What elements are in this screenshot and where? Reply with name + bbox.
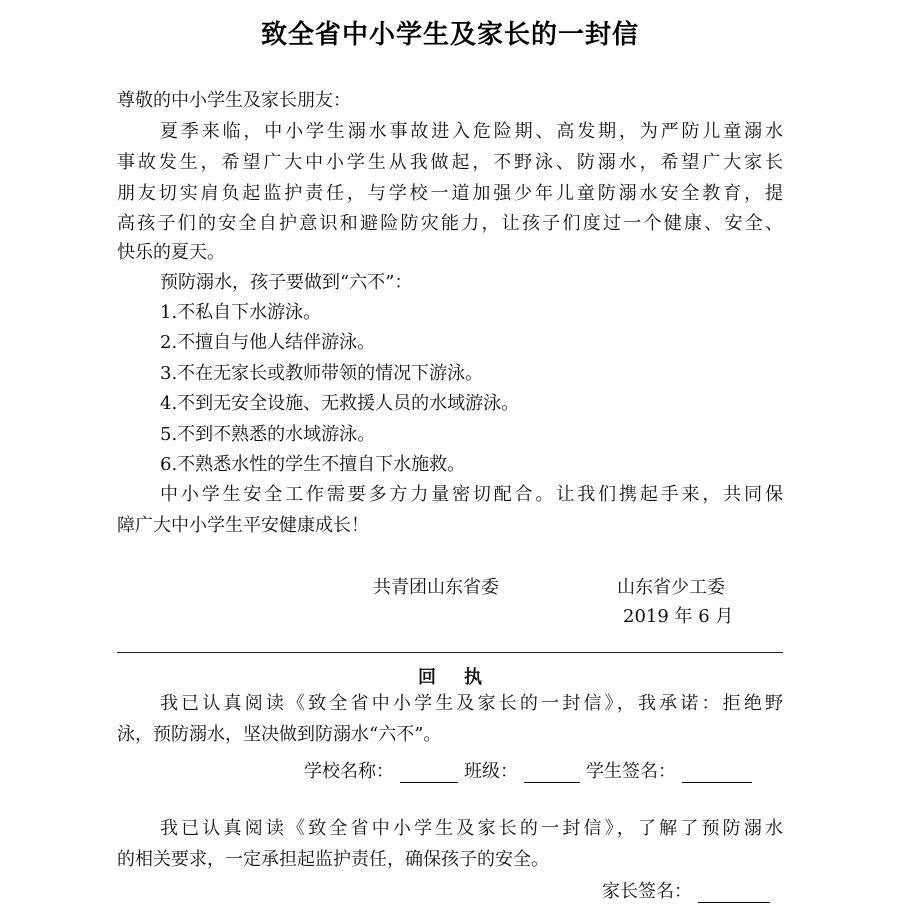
signature-date: 2019 年 6 月 [623,606,734,627]
school-name-label: 学校名称： [304,761,394,782]
rule-item: 4.不到无安全设施、无救援人员的水域游泳。 [160,393,520,414]
paragraph-line: 事故发生，希望广大中小学生从我做起，不野泳、防溺水，希望广大家长 [117,152,783,173]
signature-org-1: 共青团山东省委 [373,577,499,598]
paragraph-line: 朋友切实肩负起监护责任，与学校一道加强少年儿童防溺水安全教育，提 [117,183,783,204]
school-name-blank[interactable] [400,764,458,783]
student-pledge-line: 泳，预防溺水，坚决做到防溺水“六不”。 [117,724,442,745]
rule-item: 6.不熟悉水性的学生不擅自下水施救。 [160,454,466,475]
student-signature-blank[interactable] [682,764,752,783]
closing-line: 中小学生安全工作需要多方力量密切配合。让我们携起手来，共同保 [160,484,783,505]
rule-item: 5.不到不熟悉的水域游泳。 [160,424,376,445]
student-signature-label: 学生签名： [586,761,676,782]
closing-line: 障广大中小学生平安健康成长！ [117,515,369,536]
paragraph-line: 夏季来临，中小学生溺水事故进入危险期、高发期，为严防儿童溺水 [160,121,783,142]
parent-signature-label: 家长签名： [602,881,692,902]
rule-item: 2.不擅自与他人结伴游泳。 [160,332,376,353]
parent-pledge-line: 我已认真阅读《致全省中小学生及家长的一封信》，了解了预防溺水 [160,818,783,839]
rule-item: 1.不私自下水游泳。 [160,302,322,323]
parent-fields-row [602,877,776,903]
class-label: 班级： [464,761,518,782]
cut-line [117,652,783,653]
parent-pledge-line: 的相关要求，一定承担起监护责任，确保孩子的安全。 [117,849,549,870]
class-blank[interactable] [524,764,580,783]
parent-signature-blank[interactable] [698,884,770,903]
receipt-title: 回执 [418,667,510,688]
rule-item: 3.不在无家长或教师带领的情况下游泳。 [160,363,484,384]
rules-intro: 预防溺水，孩子要做到“六不”： [160,272,413,293]
signature-org-2: 山东省少工委 [617,577,725,598]
student-pledge-line: 我已认真阅读《致全省中小学生及家长的一封信》，我承诺：拒绝野 [160,693,783,714]
paragraph-line: 高孩子们的安全自护意识和避险防灾能力，让孩子们度过一个健康、安全、 [117,213,783,234]
letter-title: 致全省中小学生及家长的一封信 [260,20,639,50]
greeting: 尊敬的中小学生及家长朋友： [117,90,351,111]
paragraph-line: 快乐的夏天。 [117,242,225,263]
student-fields-row [304,757,758,783]
